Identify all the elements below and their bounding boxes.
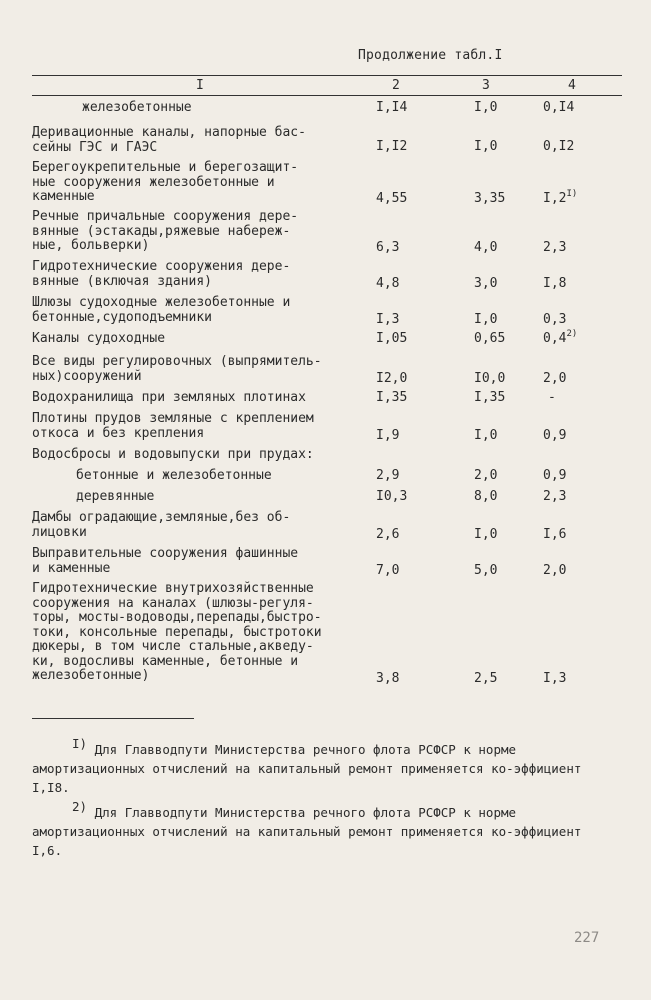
row-value-col4: 2,0 [543,371,567,386]
row-value-col4: 0,3 [543,312,567,327]
row-description: Берегоукрепительные и берегозащит- ные сооружения железобетонные и каменные [32,160,299,204]
row-description: Выправительные сооружения фашинные и каменные [32,546,299,576]
row-value-col3: 8,0 [474,489,498,504]
row-value-col2: 7,0 [376,563,400,578]
row-value-col2: 2,6 [376,527,400,542]
row-value-col4: 0,9 [543,428,567,443]
row-description: Гидротехнические сооружения дере- вянные (включая здания) [32,259,291,289]
row-value-col2: I,9 [376,428,400,443]
footnote-1 [32,735,607,797]
row-value-col4: 0,9 [543,468,567,483]
row-description: бетонные и железобетонные [76,468,272,483]
row-description: Шлюзы судоходные железобетонные и бетонные,судоподъемники [32,295,291,325]
row-value-col2: 2,9 [376,468,400,483]
footnote-2 [32,798,607,860]
row-value-col3: 5,0 [474,563,498,578]
row-value-col4: 2,3 [543,240,567,255]
row-value-col3: 3,0 [474,276,498,291]
row-value-col3: I,0 [474,312,498,327]
column-header-2: 2 [392,78,400,93]
row-value-col2: 6,3 [376,240,400,255]
table-continuation-caption: Продолжение табл.I [358,48,503,63]
row-value-col2: I2,0 [376,371,408,386]
row-description: Каналы судоходные [32,331,166,346]
row-value-col4: 2,0 [543,563,567,578]
row-value-col2: I,I2 [376,139,408,154]
row-value-col2: I,3 [376,312,400,327]
row-value-col4: I,8 [543,276,567,291]
row-value-col4-text: 0,4 [543,331,567,346]
row-value-col2: 4,8 [376,276,400,291]
page-number: 227 [574,930,600,946]
footnote-ref: I) [566,188,578,199]
row-value-col3: 4,0 [474,240,498,255]
row-value-col4: I,3 [543,671,567,686]
footnote-text: Для Главводпути Министерства речного флота РСФСР к норме амортизационных отчислений на капитальный ремонт применяется ко-эффициент I,I8. [32,742,582,795]
row-description: Речные причальные сооружения дере- вянные (эстакады,ряжевые набереж- ные, больверки) [32,209,299,253]
footnote-text: Для Главводпути Министерства речного флота РСФСР к норме амортизационных отчислений на капитальный ремонт применяется ко-эффициент I,6. [32,805,582,858]
table-top-rule [32,75,622,76]
footnote-mark: I) [72,735,88,751]
column-header-3: 3 [482,78,490,93]
row-value-col3: I,35 [474,390,506,405]
row-value-col4 [543,328,578,347]
row-value-col3: 2,0 [474,468,498,483]
row-value-col3: I,0 [474,428,498,443]
footnote-ref: 2) [566,328,578,339]
row-value-col3: 0,65 [474,331,506,346]
row-description: Деривационные каналы, напорные бас- сейны ГЭС и ГАЭС [32,125,306,155]
row-value-col4 [543,188,578,207]
row-value-col2: I,35 [376,390,408,405]
row-description: Гидротехнические внутрихозяйственные сооружения на каналах (шлюзы-регуля- торы, мосты-водоводы,перепады,быстро- токи, консольные перепады, быстротоки дюкеры, в том числе стальные,акведу- ки, водосливы каменные, бетонные и железобетонные) [32,581,322,683]
row-value-col2: 3,8 [376,671,400,686]
row-value-col4: - [548,390,556,405]
column-header-1: I [196,78,204,93]
row-description: железобетонные [82,100,192,115]
row-description: деревянные [76,489,155,504]
row-value-col2: I,05 [376,331,408,346]
table-header-rule [32,95,622,96]
row-value-col4-text: I,2 [543,191,567,206]
row-value-col2: I0,3 [376,489,408,504]
row-value-col3: I,0 [474,139,498,154]
row-value-col2: I,I4 [376,100,408,115]
row-value-col4: 0,I2 [543,139,575,154]
row-description: Водохранилища при земляных плотинах [32,390,306,405]
row-value-col2: 4,55 [376,191,408,206]
footnote-rule [32,718,194,719]
row-value-col3: I,0 [474,100,498,115]
row-value-col4: 0,I4 [543,100,575,115]
row-value-col3: I0,0 [474,371,506,386]
row-value-col4: 2,3 [543,489,567,504]
row-description: Водосбросы и водовыпуски при прудах: [32,447,314,462]
row-value-col3: 2,5 [474,671,498,686]
row-description: Плотины прудов земляные с креплением откоса и без крепления [32,411,314,441]
row-value-col4: I,6 [543,527,567,542]
row-value-col3: 3,35 [474,191,506,206]
column-header-4: 4 [568,78,576,93]
row-value-col3: I,0 [474,527,498,542]
footnote-mark: 2) [72,798,88,814]
row-description: Все виды регулировочных (выпрямитель- ных)сооружений [32,354,322,384]
row-description: Дамбы оградающие,земляные,без об- лицовки [32,510,291,540]
